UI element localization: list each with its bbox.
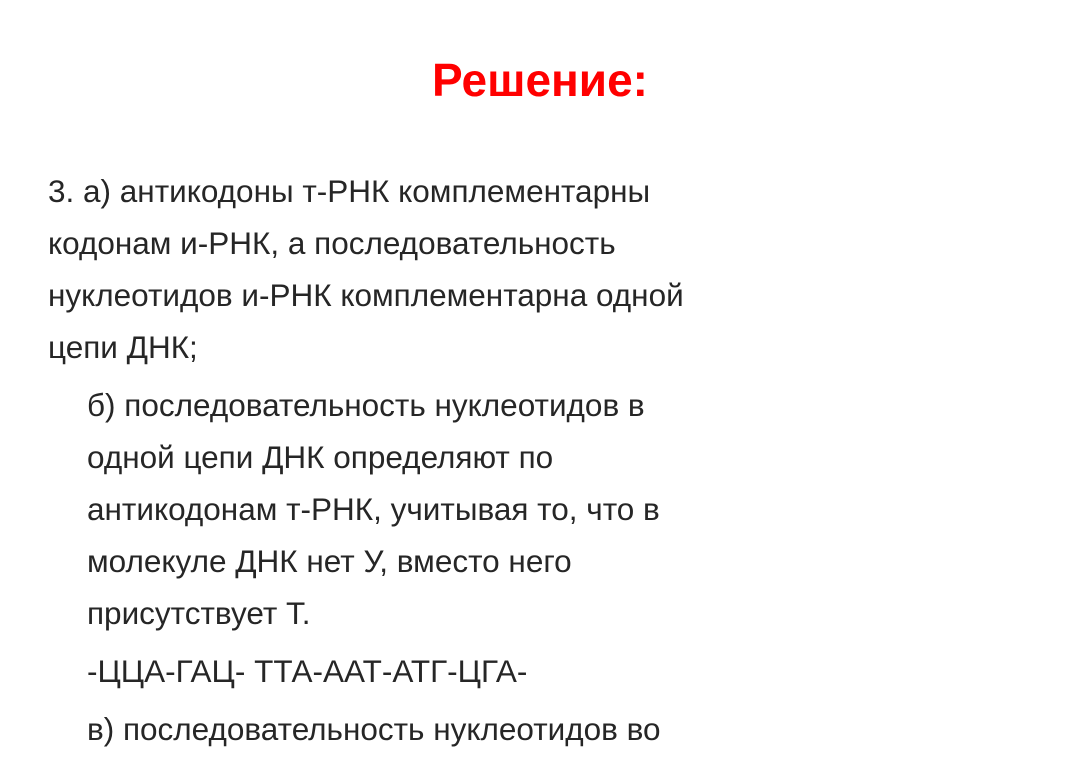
paragraph-c-line-1: в) последовательность нуклеотидов во: [87, 711, 661, 747]
paragraph-b-line-4: молекуле ДНК нет У, вместо него: [87, 543, 572, 579]
slide-title: Решение:: [431, 54, 648, 106]
paragraph-a-line-3: нуклеотидов и-РНК комплементарна одной: [48, 277, 684, 313]
dna-sequence-line: -ЦЦА-ГАЦ- ТТА-ААТ-АТГ-ЦГА-: [87, 653, 528, 689]
paragraph-a-line-4: цепи ДНК;: [48, 329, 198, 365]
paragraph-a-line-2: кодонам и-РНК, а последовательность: [48, 225, 616, 261]
paragraph-b-line-2: одной цепи ДНК определяют по: [87, 439, 554, 475]
paragraph-b-line-3: антикодонам т-РНК, учитывая то, что в: [87, 491, 660, 527]
paragraph-a-line-1: 3. а) антикодоны т-РНК комплементарны: [48, 173, 651, 209]
dna-sequence: [48, 645, 908, 697]
paragraph-c: [48, 703, 908, 755]
paragraph-b: [48, 379, 908, 639]
slide-body: [48, 165, 908, 761]
paragraph-b-line-1: б) последовательность нуклеотидов в: [87, 387, 645, 423]
paragraph-a: [48, 165, 908, 373]
paragraph-b-line-5: присутствует Т.: [87, 595, 311, 631]
